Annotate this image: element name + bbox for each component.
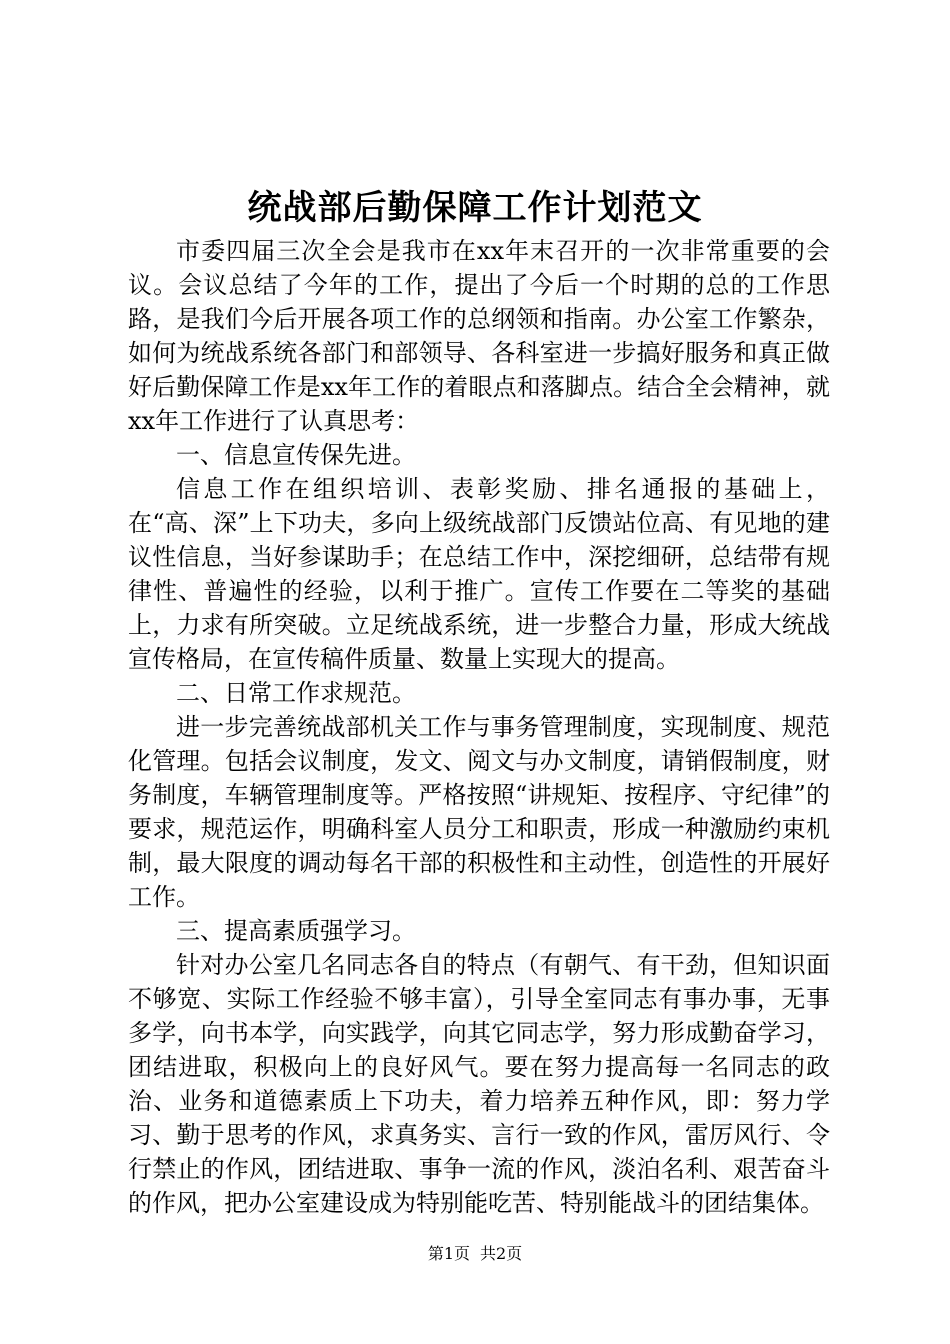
document-body	[128, 234, 830, 1220]
paragraph-section-3: 针对办公室几名同志各自的特点（有朝气、有干劲，但知识面不够宽、实际工作经验不够丰富），引导全室同志有事办事，无事多学，向书本学，向实践学，向其它同志学，努力形成勤奋学习，团结进取，积极向上的良好风气。要在努力提高每一名同志的政治、业务和道德素质上下功夫，着力培养五种作风，即：努力学习、勤于思考的作风，求真务实、言行一致的作风，雷厉风行、令行禁止的作风，团结进取、事争一流的作风，淡泊名利、艰苦奋斗的作风，把办公室建设成为特别能吃苦、特别能战斗的团结集体。	[128, 951, 830, 1217]
section-heading-1: 一、信息宣传保先进。	[176, 441, 416, 469]
page-number: 第1页	[427, 1244, 470, 1263]
section-heading-3: 三、提高素质强学习。	[176, 917, 416, 945]
page-footer	[0, 1244, 950, 1264]
section-heading-2: 二、日常工作求规范。	[176, 679, 416, 707]
document-title: 统战部后勤保障工作计划范文	[247, 188, 703, 228]
paragraph-section-2: 进一步完善统战部机关工作与事务管理制度，实现制度、规范化管理。包括会议制度，发文、阅文与办文制度，请销假制度，财务制度，车辆管理制度等。严格按照“讲规矩、按程序、守纪律”的要求，规范运作，明确科室人员分工和职责，形成一种激励约束机制，最大限度的调动每名干部的积极性和主动性，创造性的开展好工作。	[128, 713, 830, 911]
paragraph-intro: 市委四届三次全会是我市在xx年末召开的一次非常重要的会议。会议总结了今年的工作，提出了今后一个时期的总的工作思路，是我们今后开展各项工作的总纲领和指南。办公室工作繁杂，如何为统战系统各部门和部领导、各科室进一步搞好服务和真正做好后勤保障工作是xx年工作的着眼点和落脚点。结合全会精神，就xx年工作进行了认真思考：	[128, 237, 830, 435]
page-count: 共2页	[480, 1244, 523, 1263]
paragraph-section-1: 信息工作在组织培训、表彰奖励、排名通报的基础上，在“高、深”上下功夫，多向上级统战部门反馈站位高、有见地的建议性信息，当好参谋助手；在总结工作中，深挖细研，总结带有规律性、普遍性的经验，以利于推广。宣传工作要在二等奖的基础上，力求有所突破。立足统战系统，进一步整合力量，形成大统战宣传格局，在宣传稿件质量、数量上实现大的提高。	[128, 475, 830, 673]
